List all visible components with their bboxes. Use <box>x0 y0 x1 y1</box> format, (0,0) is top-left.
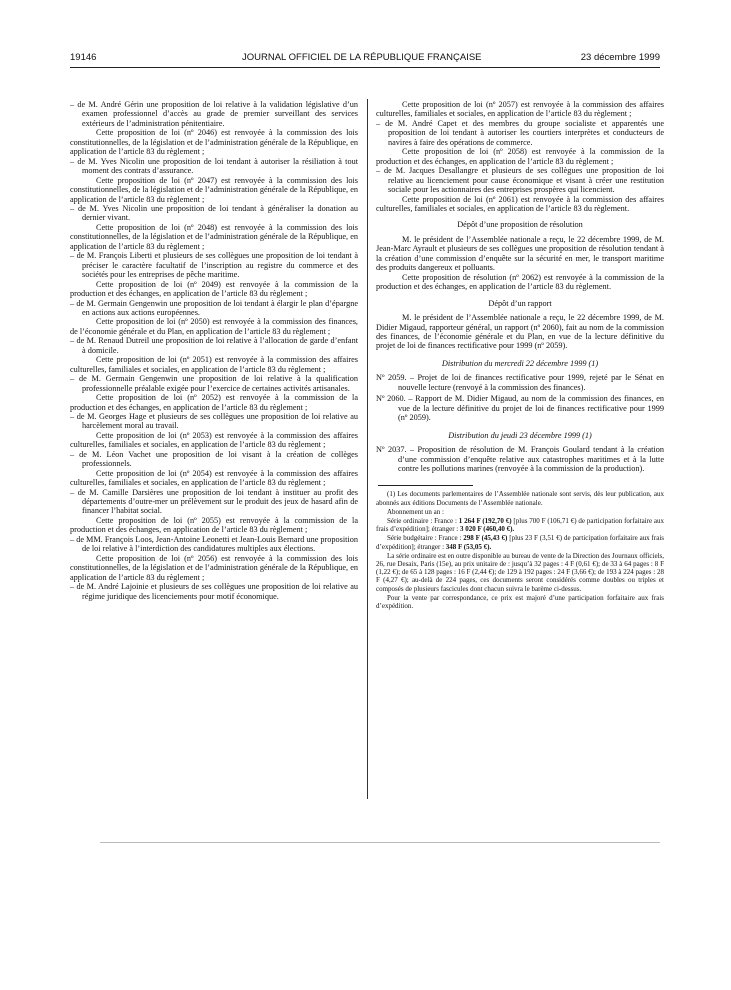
referral-paragraph: M. le président de l’Assemblée nationale a reçu, le 22 décembre 1999, de M. Jean-Marc Ayrault et plusieurs de ses collègues une proposition de résolution tendant à la création d’une commission d’enquête sur la sécurité en mer, le transport maritime des produits dangereux et polluants. <box>376 234 664 273</box>
referral-paragraph: Cette proposition de loi (nº 2058) est renvoyée à la commission de la production et des échanges, en application de l’article 83 du règlement ; <box>376 147 664 166</box>
proposal-entry: – de MM. François Loos, Jean-Antoine Leonetti et Jean-Louis Bernard une proposition de loi relative à l’interdiction des candidatures multiples aux élections. <box>70 534 359 554</box>
proposal-entry: – de M. Yves Nicolin une proposition de loi tendant à généraliser la donation au dernier vivant. <box>70 203 358 223</box>
referral-paragraph: M. le président de l’Assemblée nationale a reçu, le 22 décembre 1999, de M. Didier Migaud, rapporteur général, un rapport (nº 2060), fait au nom de la commission des finances, de l’économie générale et du Plan, en vue de la lecture définitive du projet de loi de finances rectificative pour 1999 (nº 2059). <box>376 313 664 351</box>
referral-paragraph: Cette proposition de loi (nº 2052) est renvoyée à la commission de la production et des échanges, en application de l’article 83 du règlement ; <box>70 393 358 412</box>
referral-paragraph: Cette proposition de loi (nº 2056) est renvoyée à la commission des lois constitutionnelles, de la législation et de l’administration générale de la République, en application de l’article 83 du règlement ; <box>70 553 358 582</box>
footnote-subscription: Abonnement un an : <box>387 507 444 516</box>
proposal-entry: – de M. Renaud Dutreil une proposition de loi relative à l’allocation de garde d’enfant à domicile. <box>70 336 358 355</box>
referral-paragraph: Cette proposition de loi (nº 2051) est renvoyée à la commission des affaires culturelles, familiales et sociales, en application de l’article 83 du règlement ; <box>70 355 358 374</box>
proposal-entry: – de M. Germain Gengenwin une proposition de loi tendant à élargir le plan d’épargne en actions aux actions européennes. <box>70 298 358 317</box>
journal-title: JOURNAL OFFICIEL DE LA RÉPUBLIQUE FRANÇAISE <box>242 52 482 63</box>
footnote-rule <box>378 485 473 486</box>
fn-price: 3 020 F (460,40 €). <box>459 525 515 534</box>
referral-paragraph: Cette proposition de loi (nº 2061) est renvoyée à la commission des affaires culturelles, familiales et sociales, en application de l’article 83 du règlement. <box>376 194 664 213</box>
fn-text: Série ordinaire : France : <box>387 517 459 526</box>
referral-paragraph: Cette proposition de loi (nº 2055) est renvoyée à la commission de la production et des échanges, en application de l’article 83 du règlement ; <box>70 515 358 535</box>
left-column <box>70 100 358 601</box>
right-column-body <box>376 100 664 473</box>
proposal-entry: – de M. Yves Nicolin une proposition de loi tendant à autoriser la résiliation à tout moment des contrats d’assurance. <box>70 156 358 176</box>
bottom-margin-mark <box>100 842 660 843</box>
referral-paragraph: Cette proposition de loi (nº 2049) est renvoyée à la commission de la production et des échanges, en application de l’article 83 du règlement ; <box>70 279 358 299</box>
referral-paragraph: Cette proposition de loi (nº 2048) est renvoyée à la commission des lois constitutionnelles, de la législation et de l’administration générale de la République, en application de l’article 83 du règlement ; <box>70 222 358 251</box>
numbered-document: Nº 2037. – Proposition de résolution de M. François Goulard tendant à la création d’une commission d’enquête relative aux catastrophes maritimes et à la lutte contre les pollutions marines (renvoyée à la commission de la production). <box>376 445 664 473</box>
section-heading: Dépôt d’une proposition de résolution <box>457 220 583 230</box>
proposal-entry: – de M. Jacques Desallangre et plusieurs de ses collègues une proposition de loi relative au licenciement pour cause économique et visant à créer une restitution sociale pour les actionnaires des entreprises prospères qui licencient. <box>376 166 664 195</box>
proposal-entry: – de M. André Capet et des membres du groupe socialiste et apparentés une proposition de loi tendant à autoriser les courtiers interprètes et conducteurs de navires à faire des opérations de commerce. <box>376 118 664 147</box>
proposal-entry: – de M. Georges Hage et plusieurs de ses collègues une proposition de loi relative au harcèlement moral au travail. <box>70 411 358 431</box>
fn-text: [plus 700 F (106,71 €) de participation forfaitaire aux frais d’expédition]; étranger : <box>376 517 664 534</box>
proposal-entry: – de M. André Lajoinie et plusieurs de ses collègues une proposition de loi relative au régime juridique des licenciements pour motif économique. <box>70 582 358 601</box>
proposal-entry: – de M. François Liberti et plusieurs de ses collègues une proposition de loi tendant à préciser le caractère facultatif de l’inscription au registre du commerce et des sociétés pour les entreprises de pêche maritime. <box>70 251 358 280</box>
proposal-entry: – de M. André Gérin une proposition de loi relative à la validation législative d’un examen professionnel d’accès au grade de premier surveillant des services extérieurs de l’administration pénitentiaire. <box>70 100 358 128</box>
proposal-entry: – de M. Germain Gengenwin une proposition de loi relative à la qualification professionnelle préalable exigée pour l’exercice de certaines activités artisanales. <box>70 374 358 393</box>
section-heading: Dépôt d’un rapport <box>488 298 552 308</box>
footnote-intro: (1) Les documents parlementaires de l’Assemblée nationale sont servis, dès leur publication, aux abonnés aux éditions Documents de l’Assemblée nationale. <box>376 490 664 507</box>
numbered-document: Nº 2059. – Projet de loi de finances rectificative pour 1999, rejeté par le Sénat en nouvelle lecture (renvoyé à la commission des finances). <box>376 373 664 392</box>
distribution-heading: Distribution du jeudi 23 décembre 1999 (1) <box>448 430 592 440</box>
footnote-mail-order: Pour la vente par correspondance, ce prix est majoré d’une participation forfaitaire aux frais d’expédition. <box>376 593 664 611</box>
footnote-sales: La série ordinaire est en outre disponible au bureau de vente de la Direction des Journaux officiels, 26, rue Desaix, Paris (15e), au prix unitaire de : jusqu’à 32 pages : 4 F (0,61 €); de 33 à 64 pages : 8 F (1,22 €); de 65 à 128 pages : 16 F (2,44 €); de 129 à 192 pages : 24 F (3,66 €); de 193 à 224 pages : 28 F (4,27 €); au-delà de 224 pages, ces documents seront considérés comme doubles ou triples et composés de plusieurs fascicules dont chacun suivra le barème ci-dessus. <box>376 551 664 593</box>
fn-price: 298 F (45,43 €) <box>463 534 508 543</box>
distribution-heading: Distribution du mercredi 22 décembre 1999 (1) <box>441 358 599 368</box>
proposal-entry: – de M. Camille Darsières une proposition de loi tendant à instituer au profit des départements d’outre-mer un prélèvement sur le produit des jeux de hasard afin de financer l’habitat social. <box>70 487 358 516</box>
column-divider <box>367 99 368 799</box>
footnote-budget-series <box>376 534 664 550</box>
proposal-entry: – de M. Léon Vachet une proposition de loi visant à la création de collèges professionnels. <box>70 449 358 469</box>
fn-price: 348 F (53,05 €). <box>445 542 492 551</box>
footnote-ordinary-series <box>376 517 664 533</box>
referral-paragraph: Cette proposition de loi (nº 2053) est renvoyée à la commission des affaires culturelles, familiales et sociales, en application de l’article 83 du règlement ; <box>70 430 358 450</box>
referral-paragraph: Cette proposition de résolution (nº 2062) est renvoyée à la commission de la production et des échanges, en application de l’article 83 du règlement. <box>376 272 664 292</box>
running-header <box>70 52 660 66</box>
footnotes <box>376 490 664 610</box>
referral-paragraph: Cette proposition de loi (nº 2054) est renvoyée à la commission des affaires culturelles, familiales et sociales, en application de l’article 83 du règlement ; <box>70 468 358 488</box>
referral-paragraph: Cette proposition de loi (nº 2050) est renvoyée à la commission des finances, de l’économie générale et du Plan, en application de l’article 83 du règlement ; <box>70 317 358 336</box>
fn-text: [plus 23 F (3,51 €) de participation forfaitaire aux frais d’expédition]; étranger : <box>376 534 664 551</box>
fn-text: Série budgétaire : France : <box>387 534 464 543</box>
referral-paragraph: Cette proposition de loi (nº 2057) est renvoyée à la commission des affaires culturelles, familiales et sociales, en application de l’article 83 du règlement ; <box>376 100 664 119</box>
issue-date: 23 décembre 1999 <box>580 52 660 63</box>
referral-paragraph: Cette proposition de loi (nº 2047) est renvoyée à la commission des lois constitutionnelles, de la législation et de l’administration générale de la République, en application de l’article 83 du règlement ; <box>70 175 358 204</box>
header-rule <box>70 67 660 68</box>
numbered-document: Nº 2060. – Rapport de M. Didier Migaud, au nom de la commission des finances, en vue de la lecture définitive du projet de loi de finances rectificative pour 1999 (nº 2059). <box>376 394 664 423</box>
page-number: 19146 <box>70 52 97 63</box>
referral-paragraph: Cette proposition de loi (nº 2046) est renvoyée à la commission des lois constitutionnelles, de la législation et de l’administration générale de la République, en application de l’article 83 du règlement ; <box>70 128 358 157</box>
right-column <box>376 100 664 611</box>
fn-price: 1 264 F (192,70 €) <box>458 517 512 526</box>
